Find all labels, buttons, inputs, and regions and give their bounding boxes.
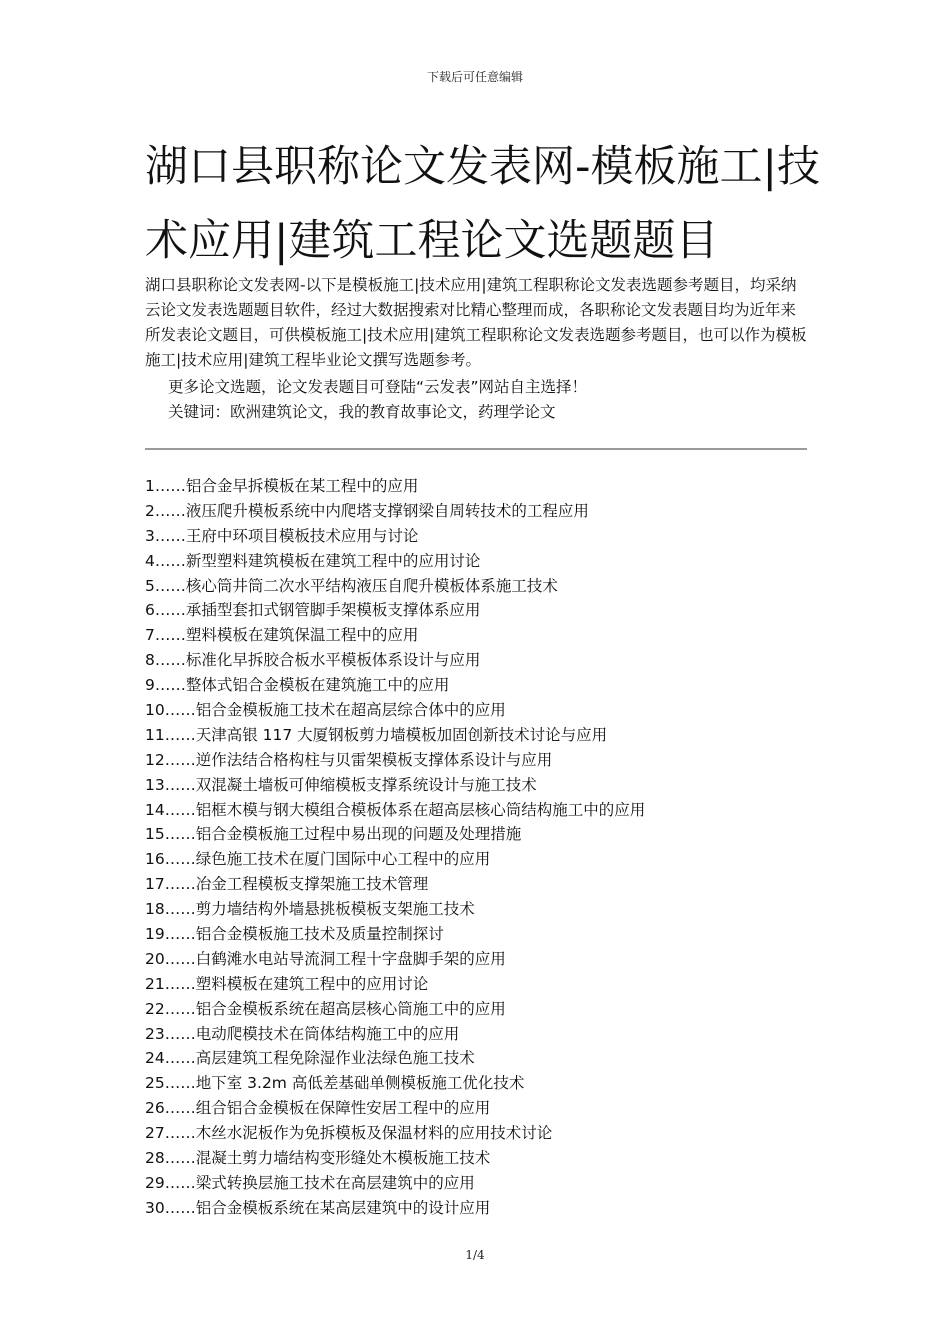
topic-item: 19……铝合金模板施工技术及质量控制探讨 xyxy=(145,925,444,944)
topic-item: 26……组合铝合金模板在保障性安居工程中的应用 xyxy=(145,1099,491,1118)
topic-item: 4……新型塑料建筑模板在建筑工程中的应用讨论 xyxy=(145,551,481,570)
topic-item: 2……液压爬升模板系统中内爬塔支撑钢梁自周转技术的工程应用 xyxy=(145,501,589,520)
intro-paragraph: 湖口县职称论文发表网-以下是模板施工|技术应用|建筑工程职称论文发表选题参考题目，均采纳云论文发表选题题目软件，经过大数据搜索对比精心整理而成，各职称论文发表题目均为近年来所发表论文题目，可供模板施工|技术应用|建筑工程职称论文发表选题参考题目，也可以作为模板施工|技术应用|建筑工程毕业论文撰写选题参考。 xyxy=(145,276,807,369)
topic-item: 6……承插型套扣式钢管脚手架模板支撑体系应用 xyxy=(145,601,481,620)
topic-item: 20……白鹤滩水电站导流洞工程十字盘脚手架的应用 xyxy=(145,949,506,968)
keywords-line: 关键词：欧洲建筑论文，我的教育故事论文，药理学论文 xyxy=(168,403,556,421)
topic-item: 9……整体式铝合金模板在建筑施工中的应用 xyxy=(145,676,450,695)
topic-item: 12……逆作法结合格构柱与贝雷架模板支撑体系设计与应用 xyxy=(145,750,553,769)
topic-item: 16……绿色施工技术在厦门国际中心工程中的应用 xyxy=(145,850,491,869)
header-note: 下载后可任意编辑 xyxy=(426,70,523,84)
topic-item: 13……双混凝土墙板可伸缩模板支撑系统设计与施工技术 xyxy=(145,775,537,794)
topic-item: 29……梁式转换层施工技术在高层建筑中的应用 xyxy=(145,1173,475,1192)
topic-item: 27……木丝水泥板作为免拆模板及保温材料的应用技术讨论 xyxy=(145,1124,553,1143)
topic-item: 1……铝合金早拆模板在某工程中的应用 xyxy=(145,477,419,495)
divider xyxy=(145,448,807,450)
topic-item: 22……铝合金模板系统在超高层核心筒施工中的应用 xyxy=(145,999,506,1018)
topic-item: 10……铝合金模板施工技术在超高层综合体中的应用 xyxy=(145,701,506,720)
page-number: 1/4 xyxy=(465,1248,485,1262)
topic-item: 17……冶金工程模板支撑架施工技术管理 xyxy=(145,875,429,894)
topic-item: 14……铝框木模与钢大模组合模板体系在超高层核心筒结构施工中的应用 xyxy=(145,800,646,819)
topic-item: 30……铝合金模板系统在某高层建筑中的设计应用 xyxy=(145,1198,491,1217)
topic-item: 23……电动爬模技术在筒体结构施工中的应用 xyxy=(145,1024,460,1043)
topic-item: 15……铝合金模板施工过程中易出现的问题及处理措施 xyxy=(145,825,522,844)
topic-item: 24……高层建筑工程免除湿作业法绿色施工技术 xyxy=(145,1049,475,1068)
topic-item: 18……剪力墙结构外墙悬挑板模板支架施工技术 xyxy=(145,900,475,919)
topic-item: 8……标准化早拆胶合板水平模板体系设计与应用 xyxy=(145,651,481,670)
topic-item: 5……核心筒井筒二次水平结构液压自爬升模板体系施工技术 xyxy=(145,576,558,595)
topic-item: 28……混凝土剪力墙结构变形缝处木模板施工技术 xyxy=(145,1149,491,1168)
topic-item: 21……塑料模板在建筑工程中的应用讨论 xyxy=(145,974,429,993)
topic-item: 7……塑料模板在建筑保温工程中的应用 xyxy=(145,626,419,645)
document-title: 湖口县职称论文发表网-模板施工|技术应用|建筑工程论文选题题目 xyxy=(145,142,821,266)
topic-item: 25……地下室 3.2m 高低差基础单侧模板施工优化技术 xyxy=(145,1074,525,1093)
more-topics-note: 更多论文选题，论文发表题目可登陆“云发表”网站自主选择！ xyxy=(168,378,588,396)
topic-item: 11……天津高银 117 大厦钢板剪力墙模板加固创新技术讨论与应用 xyxy=(145,725,608,744)
topic-list xyxy=(145,474,825,1221)
topic-item: 3……王府中环项目模板技术应用与讨论 xyxy=(145,526,419,545)
